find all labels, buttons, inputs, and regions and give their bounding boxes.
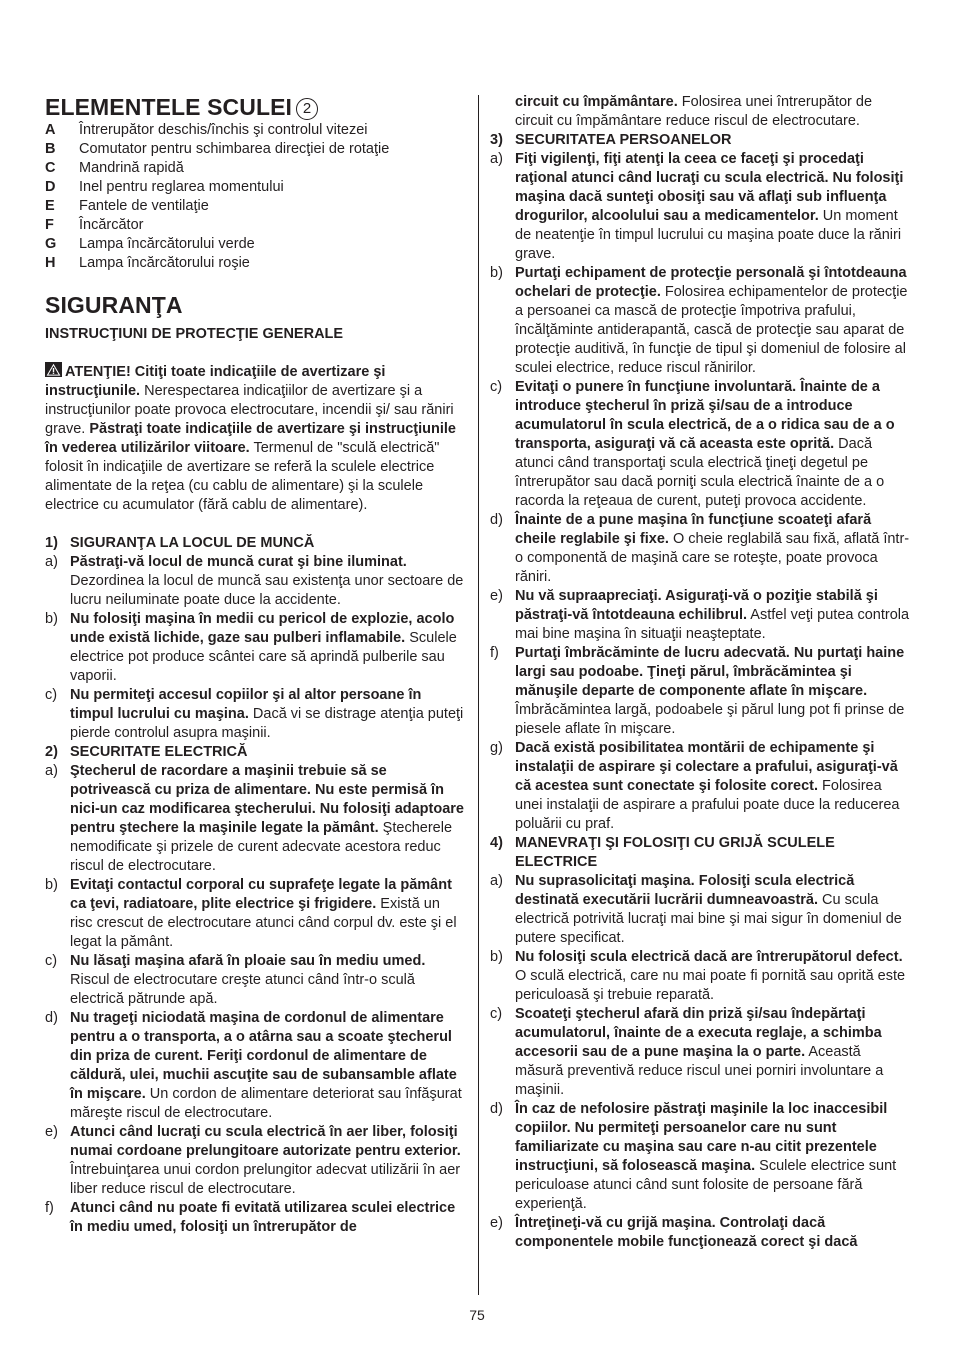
item-text: Fiţi vigilenţi, fiţi atenţi la ceea ce faceţi şi procedaţi raţional atunci când lucraţi cu scula electrică. Nu folosiţi maşina dacă sunteţi obosiţi sau vă aflaţi sub influenţa drogurilor, alcoolului sau a medicamentelor. Un moment de neatenţie în timpul lucrului cu maşina poate duce la răniri grave. <box>515 151 904 262</box>
item-letter: e) <box>490 1215 503 1231</box>
components-list <box>45 121 465 273</box>
item-text: Ştecherul de racordare a maşinii trebuie să se potrivească cu priza de alimentare. Nu este permisă în nici-un caz modificarea ştecherului. Nu folosiţi adaptoare pentru ştechere la maşinile legate la pământ. Ştecherele nemodificate şi prizele de curent adecvate acestora reduc riscul de electrocutare. <box>70 763 464 874</box>
item-letter: b) <box>490 265 503 281</box>
item-letter: f) <box>45 1200 54 1216</box>
item-letter: c) <box>45 687 58 703</box>
component-key: H <box>45 255 56 271</box>
item-letter: b) <box>45 877 58 893</box>
item-text: Evitaţi contactul corporal cu suprafeţe legate la pământ ca ţevi, radiatoare, plite electrice şi frigidere. Există un risc crescut de electrocutare atunci când corpul dv. este şi el legat la pământ. <box>70 877 457 950</box>
item-letter: a) <box>45 554 58 570</box>
instruction-item <box>45 876 465 952</box>
component-key: E <box>45 198 55 214</box>
item-letter: c) <box>490 1006 503 1022</box>
instruction-item <box>490 378 910 511</box>
component-item <box>45 140 465 159</box>
section-heading <box>45 534 465 553</box>
instruction-item <box>45 686 465 743</box>
section-heading <box>490 834 910 872</box>
item-letter: a) <box>45 763 58 779</box>
component-item <box>45 197 465 216</box>
item-text: Scoateţi ştecherul afară din priză şi/sau îndepărtaţi acumulatorul, înainte de a executa reglaje, a schimba accesorii sau de a pune maşina la o parte. Această măsură preventivă reduce riscul unei porniri involuntare a maşinii. <box>515 1006 884 1098</box>
instruction-item <box>490 264 910 378</box>
column-divider <box>478 95 479 1295</box>
item-text: Dacă există posibilitatea montării de echipamente şi instalaţii de aspirare şi colectare a prafului, asiguraţi-vă că acestea sunt conectate şi folosite corect. Folosirea unei instalaţii de aspirare a prafului poate duce la reducerea poluării cu praf. <box>515 740 900 832</box>
section-title: SECURITATE ELECTRICĂ <box>70 744 248 760</box>
section-title: SECURITATEA PERSOANELOR <box>515 132 732 148</box>
item-text: Nu suprasolicitaţi maşina. Folosiţi scula electrică destinată executării lucrării dumneavoastră. Cu scula electrică potrivită lucraţi mai bine şi mai sigur în domeniul de putere specificat. <box>515 873 902 946</box>
item-text: Nu trageţi niciodată maşina de cordonul de alimentare pentru a o transporta, a o atârna sau a scoate ştecherul din priza de curent. Feriţi cordonul de alimentare de căldură, ulei, muchii ascuţite sau de subansamble aflate în mişcare. Un cordon de alimentare deteriorat sau înfăşurat măreşte riscul de electrocutare. <box>70 1010 462 1121</box>
item-letter: d) <box>45 1010 58 1026</box>
section-title: SIGURANŢA LA LOCUL DE MUNCĂ <box>70 535 315 551</box>
component-label: Mandrină rapidă <box>79 160 184 176</box>
item-text: Purtaţi îmbrăcăminte de lucru adecvată. Nu purtaţi haine largi sau podoabe. Ţineţi părul, îmbrăcămintea şi mănuşile departe de componente aflate în mişcare. Îmbrăcămintea largă, podoabele şi părul lung pot fi prinse de piesele aflate în mişcare. <box>515 645 905 737</box>
section-heading <box>45 743 465 762</box>
instruction-item <box>490 739 910 834</box>
instruction-item <box>45 952 465 1009</box>
component-item <box>45 159 465 178</box>
component-label: Fantele de ventilaţie <box>79 198 209 214</box>
component-key: C <box>45 160 56 176</box>
item-text: Nu folosiţi maşina în medii cu pericol de explozie, acolo unde există lichide, gaze sau pulberi inflamabile. Sculele electrice pot produce scântei care să aprindă pulberile sau vaporii. <box>70 611 457 684</box>
item-text: Evitaţi o punere în funcţiune involuntară. Înainte de a introduce ştecherul în priză şi/sau de a introduce acumulatorul în scula electrică, de a o ridica sau de a o transporta, asiguraţi vă că aceasta este oprită. Dacă atunci când transportaţi scula electrică ţineţi degetul pe întrerupător sau dacă porniţi scula electrică înainte de a o racorda la reţeaua de curent, puteţi provoca accidente. <box>515 379 895 509</box>
item-letter: d) <box>490 512 503 528</box>
instruction-item <box>45 610 465 686</box>
right-sections <box>490 131 910 1252</box>
section-number: 3) <box>490 132 503 148</box>
continued-item: circuit cu împământare. Folosirea unei întrerupător de circuit cu împământare reduce riscul de electrocutare. <box>515 94 873 129</box>
component-key: B <box>45 141 56 157</box>
instruction-item <box>490 644 910 739</box>
item-letter: a) <box>490 873 503 889</box>
item-text: Nu permiteţi accesul copiilor şi al altor persoane în timpul lucrului cu maşina. Dacă vi se distrage atenţia puteţi pierde controlul asupra maşinii. <box>70 687 464 741</box>
item-letter: b) <box>45 611 58 627</box>
safety-heading: SIGURANŢA <box>45 292 183 318</box>
instruction-item <box>45 1199 465 1237</box>
item-letter: e) <box>490 588 503 604</box>
instruction-item <box>490 511 910 587</box>
component-label: Inel pentru reglarea momentului <box>79 179 284 195</box>
component-item <box>45 178 465 197</box>
component-key: F <box>45 217 54 233</box>
item-text: Întreţineţi-vă cu grijă maşina. Controlaţi dacă componentele mobile funcţionează corect şi dacă <box>515 1215 858 1250</box>
section-number: 1) <box>45 535 58 551</box>
instruction-item <box>490 948 910 1005</box>
item-text: Păstraţi-vă locul de muncă curat şi bine iluminat. Dezordinea la locul de muncă sau existenţa unor sectoare de lucru neiluminate poate duce la accidente. <box>70 554 464 608</box>
instruction-item <box>490 1005 910 1100</box>
item-text: Nu vă supraapreciaţi. Asiguraţi-vă o poziţie stabilă şi păstraţi-vă întotdeauna echilibrul. Astfel veţi putea controla mai bine maşina în situaţii neaşteptate. <box>515 588 910 642</box>
component-label: Comutator pentru schimbarea direcţiei de rotaţie <box>79 141 390 157</box>
general-instructions-subheading: INSTRUCŢIUNI DE PROTECŢIE GENERALE <box>45 326 344 342</box>
item-letter: f) <box>490 645 499 661</box>
warning-triangle-icon <box>45 362 62 377</box>
instruction-item <box>45 1009 465 1123</box>
component-item <box>45 254 465 273</box>
item-text: Atunci când lucraţi cu scula electrică în aer liber, folosiţi numai cordoane prelungitoare autorizate pentru exterior. Întrebuinţarea unui cordon prelungitor adecvat utilizării în aer liber reduce riscul de electrocutare. <box>70 1124 461 1197</box>
item-letter: a) <box>490 151 503 167</box>
item-text: Nu lăsaţi maşina afară în ploaie sau în mediu umed. Riscul de electrocutare creşte atunci când într-o sculă electrică pătrunde apă. <box>70 953 426 1007</box>
warning-paragraph: ATENŢIE! Citiţi toate indicaţiile de avertizare şi instrucţiunile. Nerespectarea indicaţiilor de avertizare şi a instrucţiunilor poate provoca electrocutare, incendii şi/ sau răniri grave. Păstraţi toate indicaţiile de avertizare şi instrucţiunile în vederea utilizărilor viitoare. Termenul de "sculă electrică" folosit în indicaţiile de avertizare se referă la sculele electrice alimentate de la reţea (cu cablu de alimentare) şi la sculele electrice cu acumulator (fără cablu de alimentare). <box>45 364 456 513</box>
item-text: Nu folosiţi scula electrică dacă are întrerupătorul defect. O sculă electrică, care nu mai poate fi pornită sau oprită este periculoasă şi trebuie reparată. <box>515 949 906 1003</box>
instruction-item <box>490 587 910 644</box>
circled-figure-ref: 2 <box>296 98 318 120</box>
left-sections <box>45 534 465 1237</box>
instruction-item <box>45 553 465 610</box>
item-letter: d) <box>490 1101 503 1117</box>
component-key: D <box>45 179 56 195</box>
component-item <box>45 216 465 235</box>
instruction-item <box>490 1100 910 1214</box>
instruction-item <box>490 1214 910 1252</box>
right-column <box>490 93 910 1252</box>
component-label: Lampa încărcătorului roşie <box>79 255 250 271</box>
item-text: Purtaţi echipament de protecţie personală şi întotdeauna ochelari de protecţie. Folosirea echipamentelor de protecţie a persoanei ca mască de protecţie împotriva prafului, încălţăminte antiderapantă, cască de protecţie sau aparat de protecţie auditivă, în funcţie de tipul şi domeniul de folosire al sculei electrice, reduce riscul rănirilor. <box>515 265 908 376</box>
section-title: MANEVRAŢI ŞI FOLOSIŢI CU GRIJĂ SCULELE ELECTRICE <box>515 835 835 870</box>
component-label: Încărcător <box>79 217 144 233</box>
item-letter: e) <box>45 1124 58 1140</box>
item-text: Înainte de a pune maşina în funcţiune scoateţi afară cheile reglabile şi fixe. O cheie reglabilă sau fixă, aflată într-o componentă de maşină care se roteşte, poate provoca răniri. <box>515 512 910 585</box>
component-label: Lampa încărcătorului verde <box>79 236 255 252</box>
item-letter: b) <box>490 949 503 965</box>
page-number: 75 <box>469 1307 485 1323</box>
component-label: Întrerupător deschis/închis şi controlul vitezei <box>79 122 368 138</box>
section-number: 2) <box>45 744 58 760</box>
components-heading: ELEMENTELE SCULEI 2 <box>45 93 465 121</box>
item-text: Atunci când nu poate fi evitată utilizarea sculei electrice în mediu umed, folosiţi un întrerupător de <box>70 1200 456 1235</box>
component-item <box>45 121 465 140</box>
component-item <box>45 235 465 254</box>
item-letter: c) <box>45 953 58 969</box>
component-key: A <box>45 122 56 138</box>
item-letter: c) <box>490 379 503 395</box>
left-column <box>45 93 465 1237</box>
instruction-item <box>490 150 910 264</box>
component-key: G <box>45 236 57 252</box>
section-heading <box>490 131 910 150</box>
instruction-item <box>490 872 910 948</box>
item-letter: g) <box>490 740 503 756</box>
item-text: În caz de nefolosire păstraţi maşinile la loc inaccesibil copiilor. Nu permiteţi persoanelor care nu sunt familiarizate cu maşina sau care n-au citit prezentele instrucţiuni, să folosească maşina. Sculele electrice sunt periculoase atunci când sunt folosite de persoane fără experienţă. <box>515 1101 897 1212</box>
section-number: 4) <box>490 835 503 851</box>
instruction-item <box>45 1123 465 1199</box>
instruction-item <box>45 762 465 876</box>
